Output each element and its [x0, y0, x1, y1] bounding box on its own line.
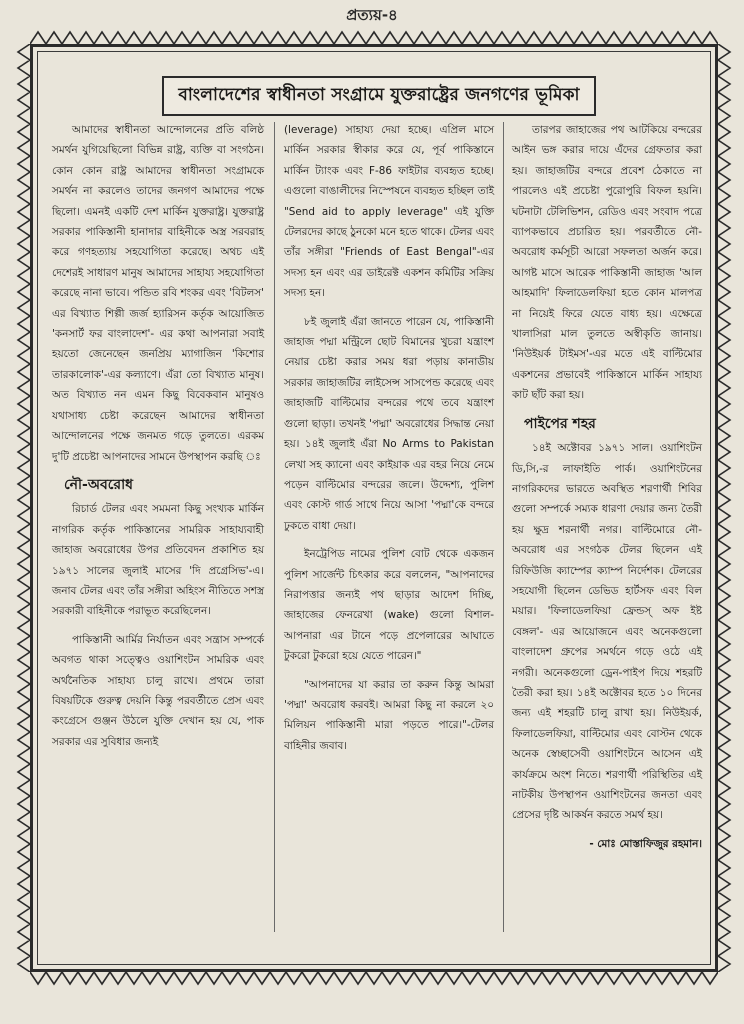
paragraph: (leverage) সাহায্য দেয়া হচ্ছে। এপ্রিল মাসে মার্কিন সরকার স্বীকার করে যে, পূর্ব পাকিস্তানে মার্কিন ট্যাংক এবং F-86 ফাইটার ব্যবহৃত হচ্ছে। এগুলো বাঙালীদের নিস্পেষনে ব্যবহৃত হচ্ছিল তাই "Send aid to apply leverage" এই যুক্তি টেলরদের কাছে ঠুনকো মনে হতে থাকে। টেলর এবং তাঁর সঙ্গীরা "Friends of East Bengal"-এর সদস্য হন এবং এর ডাইরেক্ট একশন কমিটির সক্রিয় সদস্য হন। — [284, 124, 494, 300]
section-heading-pipe-city: পাইপের শহর — [524, 415, 596, 432]
border-zigzag-left — [16, 44, 32, 972]
article-title: বাংলাদেশের স্বাধীনতা সংগ্রামে যুক্তরাষ্ট্রের জনগণের ভূমিকা — [162, 76, 596, 116]
section-heading-blockade: নৌ-অবরোধ — [64, 476, 134, 493]
paragraph: রিচার্ড টেলর এবং সমমনা কিছু সংখ্যক মার্কিন নাগরিক কর্তৃক পাকিস্তানের সামরিক সাহায্যবাহী জাহাজ অবরোধের উপর প্রতিবেদন প্রকাশিত হয় ১৯৭১ সালের জুলাই মাসের 'দি প্রগ্রেসিভ'-এ। জনাব টেলর এবং তাঁর সঙ্গীরা অহিংস নীতিতে সশস্ত্র সরকারী বাহিনীকে পরাভূত করেছিলেন। — [52, 503, 264, 618]
paragraph: ৮ই জুলাই এঁরা জানতে পারেন যে, পাকিস্তানী জাহাজ পদ্মা মন্ট্রিলে ছোট বিমানের খুচরা যন্ত্রাংশ নেয়ার চেষ্টা করার সময় ধরা পড়ায় কানাডীয় সরকার জাহাজটির লাইসেন্স সাসপেন্ড করেছে এবং জাহাজটি বাল্টিমোর বন্দরের পথে তবে যন্ত্রাংশ গুলো ছাড়া। তখনই 'পদ্মা' অবরোধের সিদ্ধান্ত নেয়া হয়। ১৪ই জুলাই এঁরা No Arms to Pakistan লেখা সহ ক্যানো এবং কাইয়াক এর বহর নিয়ে নেমে পড়েন বাল্টিমোর বন্দরের জলে। উদ্দেশ্য, পুলিশ এবং কোস্ট গার্ড সাথে নিয়ে আসা 'পদ্মা'কে বন্দরে ঢুকতে বাধা দেয়া। — [284, 315, 494, 532]
column-divider-2 — [503, 122, 504, 932]
paragraph: পাকিস্তানী আর্মির নির্যাতন এবং সন্ত্রাস সম্পর্কে অবগত থাকা সত্ত্বেও ওয়াশিংটন সামরিক এবং অর্থনৈতিক সাহায্য চালু রাখে। প্রথমে তারা বিষয়টিকে গুরুত্ব দেয়নি কিন্তু পরবর্তীতে প্রেস এবং কংগ্রেসে গুঞ্জন উঠলে যুক্তি দেখান হয় যে, পাক সরকার এর সুবিধার জন্যই — [52, 633, 264, 748]
border-zigzag-right — [716, 44, 732, 972]
paragraph: আমাদের স্বাধীনতা আন্দোলনের প্রতি বলিষ্ঠ সমর্থন যুগিয়েছিলো বিভিন্ন রাষ্ট্র, ব্যক্তি বা সংগঠন। কোন কোন রাষ্ট্র আমাদের স্বাধীনতা সংগ্রামকে সমর্থন না করলেও তাদের জনগণ আমাদের পক্ষে ছিলো। এমনই একটি দেশ মার্কিন যুক্তরাষ্ট্র। যুক্তরাষ্ট্র সরকার পাকিস্তানী হানাদার বাহিনীকে অস্ত্র সরবরাহ করে গণহত্যায় সহযোগিতা করেছে। অথচ এই দেশেরই সাধারণ মানুষ আমাদের সাহায্য সহযোগিতা করেছে নানা ভাবে। পন্ডিত রবি শংকর এবং 'বিটলস' এর বিখ্যাত শিল্পী জর্জ হ্যারিসন কর্তৃক আয়োজিত 'কনসার্ট ফর বাংলাদেশ'- এর কথা আপনারা সবাই হয়তো জেনেছেন জনপ্রিয় ম্যাগাজিন 'কিশোর তারকালোক'-এর কল্যাণে। এঁরা তো বিখ্যাত মানুষ। অত বিখ্যাত নন এমন কিছু বিবেকবান মানুষও যথাসাধ্য চেষ্টা করেছেন আমাদের স্বাধীনতা আন্দোলনের পক্ষে জনমত গড়ে তুলতে। এরকম দু'টি প্রচেষ্টা আপনাদের সামনে উপস্থাপন করছি ঃ — [52, 124, 264, 463]
column-3 — [512, 120, 702, 854]
paragraph: ১৪ই অক্টোবর ১৯৭১ সাল। ওয়াশিংটন ডি,সি,-র লাফাইতি পার্ক। ওয়াশিংটনের নাগরিকদের ভারতে অবস্থিত শরণার্থী শিবির গুলো সম্পর্কে সম্যক ধারণা দেয়ার জন্য তৈরী হয় ক্ষুদ্র শরনার্থী নগর। বাল্টিমোরে নৌ-অবরোধ এর সংগঠক টেলর ছিলেন এই রিফিউজি ক্যাম্পের ক্যাম্প নির্দেশক। টেলরের সহযোগী ছিলেন ডেভিড হার্টসফ এবং বিল ময়ার। 'ফিলাডেলফিয়া ফ্রেন্ডস্ অফ ইষ্ট বেঙ্গল'- এর আয়োজনে এবং অনেকগুলো বাংলাদেশ গ্রুপের সমর্থনে গড়ে ওঠে এই নগরী। অনেকগুলো ড্রেন-পাইপ দিয়ে শহরটি তৈরী করা হয়। ১৪ই অক্টোবর হতে ১০ দিনের জন্য এই শহরটি চালু রাখা হয়। নিউইয়র্ক, ফিলাডেলফিয়া, বাল্টিমোর এবং বোস্টন থেকে অনেক স্বেচ্ছাসেবী ওয়াশিংটনে আসেন এই কার্যক্রমে অংশ নিতে। শরণার্থী পরিস্থিতির এই নাটকীয় উপস্থাপন ওয়াশিংটনের জনতা এবং প্রেসের দৃষ্টি আকর্ষন করতে সমর্থ হয়। — [512, 442, 702, 822]
border-zigzag-bottom — [30, 970, 718, 986]
column-1 — [52, 120, 264, 760]
column-divider-1 — [274, 122, 275, 932]
border-zigzag-top — [30, 30, 718, 46]
author-byline: - মোঃ মোস্তাফিজুর রহমান। — [589, 837, 702, 850]
paragraph: "আপনাদের যা করার তা করুন কিন্তু আমরা 'পদ্মা' অবরোধ করবই। আমরা কিছু না করলে ২০ মিলিয়ন পাকিস্তানী মারা পড়তে পারে।"-টেলর বাহিনীর জবাব। — [284, 678, 494, 752]
paragraph: ইনট্রেপিড নামের পুলিশ বোট থেকে একজন পুলিশ সার্জেন্ট চিৎকার করে বললেন, "আপনাদের নিরাপত্তার জন্যই পথ ছাড়ার আদেশ দিচ্ছি, জাহাজের ফেনরেখা (wake) গুলো বিশাল- আপনারা এর টানে পড়ে প্রপেলারের আঘাতে টুকরো টুকরো হয়ে যেতে পারেন।" — [284, 548, 494, 663]
page-header: প্রত্যয়-৪ — [346, 6, 398, 24]
column-2 — [284, 120, 494, 764]
paragraph: তারপর জাহাজের পথ আটকিয়ে বন্দরের আইন ভঙ্গ করার দায়ে এঁদের গ্রেফতার করা হয়। জাহাজটির বন্দরে প্রবেশ ঠেকাতে না পারলেও এই প্রচেষ্টা পুরোপুরি বিফল হয়নি। ঘটনাটা টেলিভিশন, রেডিও এবং সংবাদ পত্রে ব্যাপকভাবে প্রচারিত হয়। পরবর্তীতে নৌ-অবরোধ কর্মসূচী আরো সফলতা অর্জন করে। আগষ্ট মাসে আরেক পাকিস্তানী জাহাজ 'আল আহমাদি' ফিলাডেলফিয়া হতে কোন মালপত্র না নিয়েই ফিরে যেতে বাধ্য হয়। এক্ষেত্রে খালাসিরা মাল তুলতে অস্বীকৃতি জানায়। 'নিউইয়র্ক টাইমস'-এর মতে এই বাল্টিমোর একশনের প্রভাবেই পাকিস্তানে মার্কিন সাহায্য কাট ছাঁট করা হয়। — [512, 124, 702, 402]
